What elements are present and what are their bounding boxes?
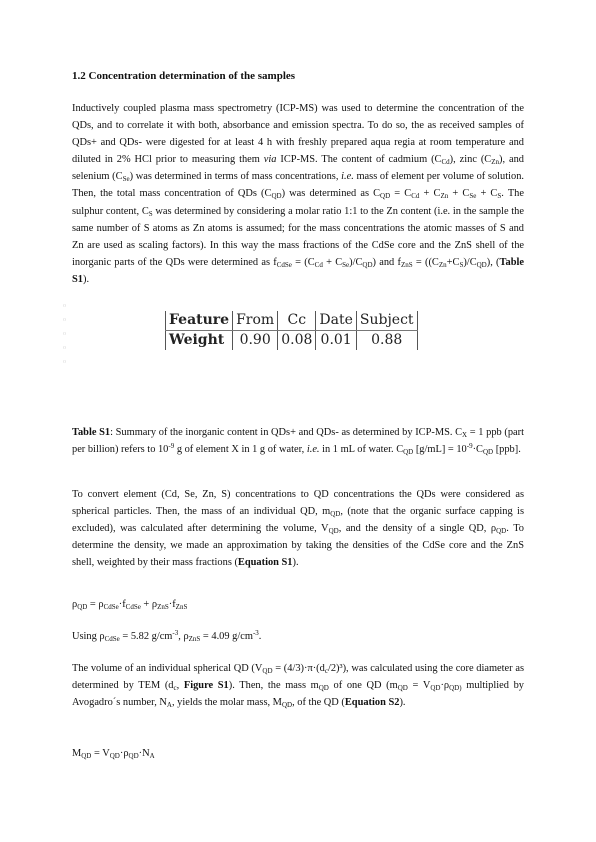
subscript: A: [149, 752, 155, 760]
subscript: QD: [271, 192, 282, 201]
text-run: . To determine the density, we made an approximation by taking the densities of the CdSe core and the ZnS shell, weighted by their mass fractions (: [72, 523, 525, 569]
text-run: ) was determined as C: [281, 188, 381, 200]
text-run: ). Then, the mass m: [228, 680, 319, 692]
table-cell: Date: [316, 311, 356, 331]
subscript: QD: [281, 701, 293, 710]
text-run: ) and f: [372, 256, 401, 268]
text-run: = 1 ppb (part per billion) refers to 10: [72, 427, 524, 456]
text-run: , (note that the organic surface capping is excluded), was calculated after determining the volume, V: [72, 506, 524, 535]
superscript: -3: [252, 629, 259, 637]
text-run: . The sulphur content, C: [72, 188, 524, 217]
conversion-paragraph: [72, 486, 524, 571]
text-run: /2)³), was calculated using the core diameter as determined by TEM (d: [72, 663, 524, 692]
table-cell: Subject: [356, 311, 417, 331]
text-run: , and the density of a single QD, ρ: [338, 523, 497, 535]
subscript: Se: [122, 175, 130, 184]
superscript: -9: [466, 442, 473, 451]
subscript: Se: [342, 260, 350, 269]
text-run: was determined by considering a molar ratio 1:1 to the Zn content (i.e. in the sample the same number of S atoms as Zn atoms is assumed; for the mass concentrations the atomic masses of S and Zn are used as scaling factors). In this way the mass fractions of the CdSe core and the ZnS shell of the inorganic parts of the QDs were determined as f: [72, 205, 524, 268]
text-run: +C: [446, 256, 460, 268]
subscript: S: [497, 192, 502, 201]
text-run: + C: [419, 188, 441, 200]
italic-run: i.e.: [306, 444, 320, 456]
text-run: ·ρ: [440, 680, 450, 692]
text-run: of one QD (m: [328, 680, 398, 692]
text-run: = V: [407, 680, 431, 692]
text-run: Inductively coupled plasma mass spectrometry (ICP-MS) was used to determine the concentration of the QDs, and to correlate it with both, absorbance and emission spectra. To do so, the as received samples of QDs+ and QDs- were digested for at least 4 h with freshly prepared aqua regia at room temperature and diluted in 2% HCl prior to measuring them: [72, 103, 524, 166]
subscript: ZnS: [400, 260, 413, 269]
text-run: ρ: [72, 599, 78, 610]
text-run: ICP-MS. The content of cadmium (C: [276, 154, 442, 166]
table-cell: 0.01: [316, 331, 356, 351]
subscript: Cd: [441, 158, 450, 167]
text-run: M: [72, 748, 82, 759]
bold-ref: Equation S2: [344, 697, 400, 709]
text-run: : Summary of the inorganic content in QDs+ and QDs- as determined by ICP-MS. C: [110, 427, 463, 438]
subscript: X: [462, 431, 468, 439]
subscript: ZnS: [157, 603, 169, 611]
text-run: , ρ: [178, 631, 189, 642]
equation-s2: [72, 745, 155, 762]
subscript: c: [173, 684, 177, 693]
equation-s1: [72, 596, 187, 613]
density-values: [72, 628, 261, 645]
bold-ref: Table S1: [72, 427, 111, 438]
bold-ref: Table S1: [72, 256, 524, 285]
subscript: QD: [128, 752, 139, 760]
text-run: ·N: [138, 748, 150, 759]
text-run: ·C: [472, 444, 483, 456]
subscript: CdSe: [125, 603, 141, 611]
subscript: A: [166, 701, 172, 710]
text-run: ).: [399, 697, 406, 709]
text-run: = V: [91, 748, 110, 759]
table-cell: 0.90: [233, 331, 278, 351]
subscript: QD: [77, 603, 88, 611]
table-cell: From: [233, 311, 278, 331]
text-run: = ρ: [87, 599, 104, 610]
italic-run: via: [263, 154, 277, 166]
subscript: Se: [469, 192, 477, 201]
subscript: Zn: [440, 192, 449, 201]
subscript: c: [324, 667, 328, 675]
gutter-mark: o: [63, 317, 66, 323]
subscript: QD: [328, 527, 339, 536]
subscript: QD: [362, 260, 373, 269]
subscript: Cd: [314, 260, 323, 269]
subscript: QD: [330, 510, 341, 519]
text-run: = ((C: [412, 256, 439, 268]
gutter-mark: o: [63, 303, 66, 309]
gutter-mark: o: [63, 331, 66, 337]
superscript: -9: [168, 442, 175, 451]
table-row: [166, 311, 418, 331]
text-run: )/C: [463, 256, 477, 268]
text-run: .: [258, 631, 262, 642]
text-run: Using ρ: [72, 631, 105, 642]
text-run: To convert element (Cd, Se, Zn, S) concentrations to QD concentrations the QDs were considered as spherical particles. Then, the mass of an individual QD, m: [72, 489, 524, 518]
gutter-mark: o: [63, 345, 66, 351]
text-run: , of the QD (: [292, 697, 345, 709]
table-cell: 0.88: [356, 331, 417, 351]
gutter-mark: o: [63, 359, 66, 365]
text-run: , yields the molar mass, M: [171, 697, 282, 709]
text-run: + C: [322, 256, 343, 268]
text-run: ), (: [486, 256, 500, 268]
subscript: QD: [318, 684, 329, 693]
text-run: ) was determined in terms of mass concentrations,: [129, 171, 342, 183]
subscript: QD: [403, 448, 414, 457]
subscript: Cd: [411, 192, 420, 201]
subscript: QD: [109, 752, 120, 760]
table-cell: Weight: [166, 331, 233, 351]
subscript: QD): [449, 684, 462, 693]
volume-paragraph: [72, 660, 524, 711]
feature-weight-table: [165, 311, 418, 350]
subscript: QD: [430, 684, 441, 693]
text-run: [g/mL] = 10: [413, 444, 467, 456]
table-cell: 0.08: [278, 331, 316, 351]
subscript: QD: [397, 684, 408, 693]
subscript: QD: [380, 192, 391, 201]
text-run: ).: [292, 557, 299, 569]
table-cell: Cc: [278, 311, 316, 331]
subscript: QD: [482, 448, 494, 457]
text-run: )/C: [349, 256, 363, 268]
bold-ref: Equation S1: [237, 557, 293, 569]
intro-paragraph: [72, 100, 524, 288]
text-run: + C: [476, 188, 498, 200]
text-run: ·f: [118, 599, 126, 610]
subscript: ZnS: [175, 603, 188, 611]
subscript: CdSe: [103, 603, 119, 611]
text-run: [ppb].: [493, 444, 521, 456]
table-row: [166, 331, 418, 351]
subscript: QD: [476, 260, 487, 269]
subscript: QD: [81, 752, 92, 760]
text-run: g of element X in 1 g of water,: [174, 444, 307, 456]
subscript: CdSe: [104, 635, 120, 643]
text-run: + ρ: [140, 599, 158, 610]
subscript: CdSe: [276, 260, 292, 269]
superscript: -3: [172, 629, 179, 637]
bold-ref: Figure S1: [183, 680, 229, 692]
text-run: The volume of an individual spherical QD (V: [72, 663, 263, 674]
text-run: ), zinc (C: [449, 154, 492, 166]
subscript: Zn: [438, 260, 447, 269]
italic-run: i.e.: [341, 171, 354, 183]
table-caption: [72, 424, 524, 458]
text-run: ), and selenium (C: [72, 154, 525, 183]
subscript: S: [459, 260, 464, 269]
text-run: + C: [448, 188, 470, 200]
subscript: QD: [496, 527, 507, 536]
text-run: in 1 mL of water. C: [319, 444, 404, 456]
text-run: ·ρ: [119, 748, 129, 759]
subscript: QD: [262, 667, 273, 675]
subscript: ZnS: [188, 635, 201, 643]
subscript: S: [148, 209, 153, 218]
text-run: ·f: [168, 599, 176, 610]
text-run: = 5.82 g/cm: [119, 631, 173, 642]
text-run: = (4/3)·π·(d: [272, 663, 325, 674]
text-run: = C: [390, 188, 412, 200]
gutter-marks: [63, 299, 66, 369]
table-cell: Feature: [166, 311, 233, 331]
text-run: = 4.09 g/cm: [200, 631, 253, 642]
text-run: ,: [176, 680, 184, 692]
text-run: multiplied by Avogadro´s number, N: [72, 680, 524, 709]
text-run: mass of element per volume of solution. Then, the total mass concentration of QDs (C: [72, 171, 524, 200]
text-run: ).: [82, 273, 90, 285]
text-run: = (C: [291, 256, 315, 268]
section-heading: 1.2 Concentration determination of the samples: [72, 70, 296, 82]
subscript: Zn: [491, 158, 500, 167]
